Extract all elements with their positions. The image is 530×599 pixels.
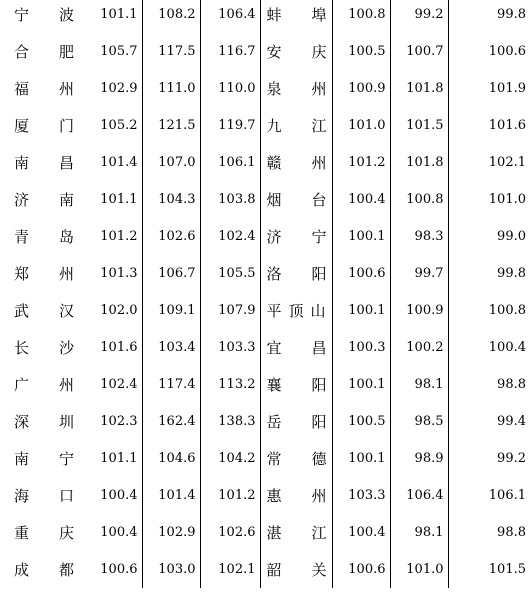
value-cell-d: 100.8 bbox=[332, 0, 390, 33]
city-char: 肥 bbox=[59, 43, 75, 61]
city-char: 郑 bbox=[14, 265, 30, 283]
city-name-1 bbox=[0, 477, 82, 514]
city-char: 泉 bbox=[266, 80, 282, 98]
value-cell-c: 106.1 bbox=[200, 144, 260, 181]
city-char: 阳 bbox=[311, 376, 327, 394]
city-char: 关 bbox=[311, 561, 327, 579]
city-char: 庆 bbox=[59, 524, 75, 542]
city-name-1 bbox=[0, 70, 82, 107]
value-cell-e: 98.9 bbox=[390, 440, 448, 477]
city-char: 波 bbox=[59, 6, 75, 24]
city-char: 南 bbox=[59, 191, 75, 209]
table-row bbox=[0, 0, 530, 33]
table-row bbox=[0, 477, 530, 514]
table-row bbox=[0, 551, 530, 588]
city-char: 宁 bbox=[14, 6, 30, 24]
value-cell-a: 102.9 bbox=[82, 70, 142, 107]
table-row bbox=[0, 440, 530, 477]
value-cell-c: 138.3 bbox=[200, 403, 260, 440]
city-char: 重 bbox=[14, 524, 30, 542]
value-cell-d: 100.5 bbox=[332, 403, 390, 440]
value-cell-d: 101.2 bbox=[332, 144, 390, 181]
value-cell-d: 100.6 bbox=[332, 255, 390, 292]
value-cell-a: 101.3 bbox=[82, 255, 142, 292]
city-char: 山 bbox=[310, 302, 326, 320]
city-char: 圳 bbox=[59, 413, 75, 431]
value-cell-f: 98.8 bbox=[497, 525, 526, 540]
value-cell-c: 102.6 bbox=[200, 514, 260, 551]
value-cell-b: 111.0 bbox=[142, 70, 200, 107]
city-char: 昌 bbox=[59, 154, 75, 172]
city-char: 深 bbox=[14, 413, 30, 431]
value-cell-b: 104.3 bbox=[142, 181, 200, 218]
table-row bbox=[0, 144, 530, 181]
city-name-2 bbox=[260, 514, 332, 551]
city-char: 宁 bbox=[311, 228, 327, 246]
table-row bbox=[0, 70, 530, 107]
value-cell-b: 121.5 bbox=[142, 107, 200, 144]
value-cell-e: 101.0 bbox=[390, 551, 448, 588]
city-name-1 bbox=[0, 0, 82, 33]
value-cell-f: 101.5 bbox=[488, 562, 526, 577]
value-cell-b: 102.9 bbox=[142, 514, 200, 551]
value-cell-d: 100.3 bbox=[332, 329, 390, 366]
value-cell-b: 162.4 bbox=[142, 403, 200, 440]
value-cell-d: 100.1 bbox=[332, 366, 390, 403]
city-name-1 bbox=[0, 107, 82, 144]
value-cell-e: 100.8 bbox=[390, 181, 448, 218]
value-cell-e: 100.9 bbox=[390, 292, 448, 329]
city-name-2 bbox=[260, 70, 332, 107]
city-name-1 bbox=[0, 33, 82, 70]
value-cell-d: 101.0 bbox=[332, 107, 390, 144]
city-char: 赣 bbox=[266, 154, 282, 172]
value-cell-e: 98.3 bbox=[390, 218, 448, 255]
value-cell-a: 101.1 bbox=[82, 181, 142, 218]
value-cell-b: 106.7 bbox=[142, 255, 200, 292]
value-cell-c: 110.0 bbox=[200, 70, 260, 107]
city-char: 口 bbox=[59, 487, 75, 505]
city-name-1 bbox=[0, 218, 82, 255]
value-cell-f: 99.8 bbox=[497, 266, 526, 281]
value-cell-c: 107.9 bbox=[200, 292, 260, 329]
city-char: 州 bbox=[311, 154, 327, 172]
value-cell-b: 101.4 bbox=[142, 477, 200, 514]
city-char: 岛 bbox=[59, 228, 75, 246]
city-char: 海 bbox=[14, 487, 30, 505]
value-cell-b: 108.2 bbox=[142, 0, 200, 33]
city-char: 江 bbox=[311, 117, 327, 135]
value-cell-d: 100.1 bbox=[332, 218, 390, 255]
city-name-2 bbox=[260, 107, 332, 144]
value-cell-d: 100.6 bbox=[332, 551, 390, 588]
city-char: 州 bbox=[311, 80, 327, 98]
value-cell-f: 99.0 bbox=[497, 229, 526, 244]
value-cell-a: 100.6 bbox=[82, 551, 142, 588]
value-cell-f: 99.8 bbox=[497, 7, 526, 22]
city-char: 州 bbox=[59, 265, 75, 283]
value-cell-a: 105.2 bbox=[82, 107, 142, 144]
value-cell-e: 99.2 bbox=[390, 0, 448, 33]
city-char: 南 bbox=[14, 450, 30, 468]
city-name-2 bbox=[260, 144, 332, 181]
value-cell-c: 101.2 bbox=[200, 477, 260, 514]
city-name-1 bbox=[0, 403, 82, 440]
value-cell-a: 100.4 bbox=[82, 477, 142, 514]
city-char: 岳 bbox=[266, 413, 282, 431]
value-cell-c: 103.8 bbox=[200, 181, 260, 218]
value-cell-d: 100.1 bbox=[332, 292, 390, 329]
value-cell-c: 113.2 bbox=[200, 366, 260, 403]
city-name-1 bbox=[0, 329, 82, 366]
city-char: 台 bbox=[311, 191, 327, 209]
city-char: 合 bbox=[14, 43, 30, 61]
table-row bbox=[0, 218, 530, 255]
table-row bbox=[0, 181, 530, 218]
value-cell-a: 101.1 bbox=[82, 0, 142, 33]
value-cell-d: 100.9 bbox=[332, 70, 390, 107]
value-cell-e: 100.7 bbox=[390, 33, 448, 70]
table-row bbox=[0, 255, 530, 292]
city-char: 长 bbox=[14, 339, 30, 357]
table-row bbox=[0, 33, 530, 70]
city-char: 广 bbox=[14, 376, 30, 394]
city-char: 门 bbox=[59, 117, 75, 135]
city-char: 襄 bbox=[266, 376, 282, 394]
city-char: 湛 bbox=[266, 524, 282, 542]
value-cell-b: 107.0 bbox=[142, 144, 200, 181]
city-char: 阳 bbox=[311, 265, 327, 283]
city-name-2 bbox=[260, 551, 332, 588]
city-char: 昌 bbox=[311, 339, 327, 357]
city-name-2 bbox=[260, 0, 332, 33]
value-cell-c: 102.4 bbox=[200, 218, 260, 255]
value-cell-f: 106.1 bbox=[488, 488, 526, 503]
table-row bbox=[0, 107, 530, 144]
value-cell-b: 103.4 bbox=[142, 329, 200, 366]
value-cell-c: 119.7 bbox=[200, 107, 260, 144]
value-cell-a: 101.6 bbox=[82, 329, 142, 366]
city-char: 南 bbox=[14, 154, 30, 172]
value-cell-e: 106.4 bbox=[390, 477, 448, 514]
value-cell-b: 117.5 bbox=[142, 33, 200, 70]
city-name-1 bbox=[0, 514, 82, 551]
city-char: 沙 bbox=[59, 339, 75, 357]
city-char: 济 bbox=[14, 191, 30, 209]
value-cell-f: 100.4 bbox=[488, 340, 526, 355]
value-cell-e: 98.1 bbox=[390, 514, 448, 551]
city-name-1 bbox=[0, 292, 82, 329]
value-cell-f: 99.2 bbox=[497, 451, 526, 466]
value-cell-b: 104.6 bbox=[142, 440, 200, 477]
city-char: 都 bbox=[59, 561, 75, 579]
value-cell-b: 103.0 bbox=[142, 551, 200, 588]
value-cell-a: 101.4 bbox=[82, 144, 142, 181]
value-cell-a: 101.2 bbox=[82, 218, 142, 255]
value-cell-f: 101.9 bbox=[488, 81, 526, 96]
city-char: 成 bbox=[14, 561, 30, 579]
value-cell-a: 100.4 bbox=[82, 514, 142, 551]
city-char: 蚌 bbox=[266, 6, 282, 24]
city-name-2 bbox=[260, 255, 332, 292]
city-char: 韶 bbox=[266, 561, 282, 579]
value-cell-b: 102.6 bbox=[142, 218, 200, 255]
city-name-2 bbox=[260, 403, 332, 440]
city-name-2 bbox=[260, 33, 332, 70]
city-char: 常 bbox=[266, 450, 282, 468]
city-name-2 bbox=[260, 181, 332, 218]
value-cell-b: 109.1 bbox=[142, 292, 200, 329]
city-name-1 bbox=[0, 366, 82, 403]
city-char: 洛 bbox=[266, 265, 282, 283]
value-cell-c: 105.5 bbox=[200, 255, 260, 292]
value-cell-c: 102.1 bbox=[200, 551, 260, 588]
value-cell-c: 104.2 bbox=[200, 440, 260, 477]
value-cell-d: 100.1 bbox=[332, 440, 390, 477]
city-char: 江 bbox=[311, 524, 327, 542]
city-char: 福 bbox=[14, 80, 30, 98]
city-name-2 bbox=[260, 292, 332, 329]
city-char: 州 bbox=[59, 376, 75, 394]
value-cell-f: 100.8 bbox=[488, 303, 526, 318]
value-cell-e: 101.5 bbox=[390, 107, 448, 144]
value-cell-e: 98.1 bbox=[390, 366, 448, 403]
city-name-2 bbox=[260, 477, 332, 514]
value-cell-f: 101.0 bbox=[488, 192, 526, 207]
value-cell-f: 99.4 bbox=[497, 414, 526, 429]
city-char: 厦 bbox=[14, 117, 30, 135]
city-char: 平 bbox=[266, 302, 282, 320]
value-cell-e: 98.5 bbox=[390, 403, 448, 440]
value-cell-a: 102.3 bbox=[82, 403, 142, 440]
value-cell-c: 103.3 bbox=[200, 329, 260, 366]
value-cell-e: 101.8 bbox=[390, 70, 448, 107]
city-char: 烟 bbox=[266, 191, 282, 209]
city-name-2 bbox=[260, 329, 332, 366]
value-cell-f: 101.6 bbox=[488, 118, 526, 133]
city-char: 埠 bbox=[311, 6, 327, 24]
city-char: 州 bbox=[311, 487, 327, 505]
city-char: 汉 bbox=[59, 302, 75, 320]
value-cell-f: 100.6 bbox=[488, 44, 526, 59]
city-name-2 bbox=[260, 366, 332, 403]
city-char: 武 bbox=[14, 302, 30, 320]
city-char: 宁 bbox=[59, 450, 75, 468]
table-row bbox=[0, 292, 530, 329]
value-cell-d: 100.5 bbox=[332, 33, 390, 70]
city-char: 顶 bbox=[288, 302, 304, 320]
value-cell-b: 117.4 bbox=[142, 366, 200, 403]
value-cell-a: 101.1 bbox=[82, 440, 142, 477]
value-cell-c: 106.4 bbox=[200, 0, 260, 33]
table-row bbox=[0, 514, 530, 551]
value-cell-a: 102.0 bbox=[82, 292, 142, 329]
city-name-1 bbox=[0, 181, 82, 218]
value-cell-a: 102.4 bbox=[82, 366, 142, 403]
value-cell-d: 100.4 bbox=[332, 514, 390, 551]
value-cell-e: 100.2 bbox=[390, 329, 448, 366]
value-cell-d: 100.4 bbox=[332, 181, 390, 218]
value-cell-e: 101.8 bbox=[390, 144, 448, 181]
city-char: 济 bbox=[266, 228, 282, 246]
city-char: 青 bbox=[14, 228, 30, 246]
city-name-2 bbox=[260, 218, 332, 255]
value-cell-c: 116.7 bbox=[200, 33, 260, 70]
value-cell-e: 99.7 bbox=[390, 255, 448, 292]
value-cell-d: 103.3 bbox=[332, 477, 390, 514]
value-cell-a: 105.7 bbox=[82, 33, 142, 70]
city-char: 阳 bbox=[311, 413, 327, 431]
city-char: 州 bbox=[59, 80, 75, 98]
city-name-1 bbox=[0, 440, 82, 477]
city-name-1 bbox=[0, 144, 82, 181]
city-char: 惠 bbox=[266, 487, 282, 505]
city-name-2 bbox=[260, 440, 332, 477]
table-row bbox=[0, 366, 530, 403]
city-char: 安 bbox=[266, 43, 282, 61]
city-char: 德 bbox=[311, 450, 327, 468]
table-row bbox=[0, 329, 530, 366]
city-char: 庆 bbox=[311, 43, 327, 61]
table-row bbox=[0, 403, 530, 440]
value-cell-f: 98.8 bbox=[497, 377, 526, 392]
city-name-1 bbox=[0, 551, 82, 588]
value-cell-f: 102.1 bbox=[488, 155, 526, 170]
city-char: 宜 bbox=[266, 339, 282, 357]
city-name-1 bbox=[0, 255, 82, 292]
city-char: 九 bbox=[266, 117, 282, 135]
